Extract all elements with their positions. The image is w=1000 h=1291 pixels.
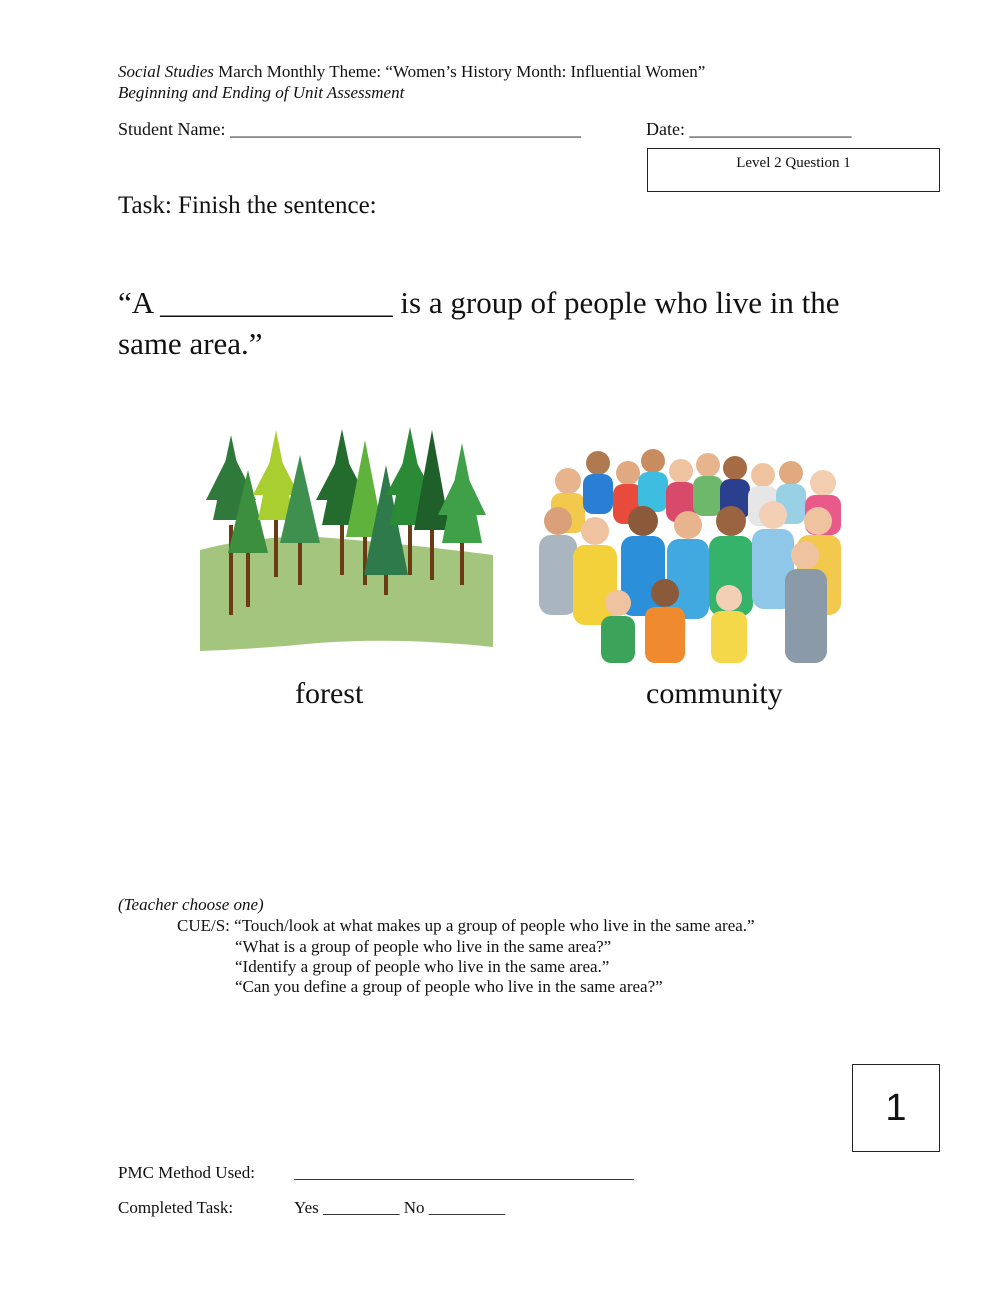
date-row xyxy=(646,119,851,140)
date-label: Date: xyxy=(646,119,690,139)
assessment-subtitle: Beginning and Ending of Unit Assessment xyxy=(118,83,405,102)
yes-no-field[interactable]: Yes _________ No _________ xyxy=(294,1198,506,1217)
task-heading: Task: Finish the sentence: xyxy=(118,192,377,219)
forest-image[interactable] xyxy=(198,425,498,655)
cue-line: CUE/S: “Touch/look at what makes up a group of people who live in the same area.” xyxy=(177,916,755,935)
crowd-image[interactable] xyxy=(533,443,863,663)
student-name-row xyxy=(118,119,581,140)
pmc-method-label: PMC Method Used: xyxy=(118,1163,255,1182)
teacher-note: (Teacher choose one) xyxy=(118,895,264,914)
subject-label: Social Studies xyxy=(118,62,214,81)
fill-in-sentence: “A _______________ is a group of people who live in the same area.” xyxy=(118,285,840,361)
header-line-1 xyxy=(118,61,705,82)
choice-label-community[interactable]: community xyxy=(646,677,783,710)
completed-task-label: Completed Task: xyxy=(118,1198,234,1217)
level-question-box: Level 2 Question 1 xyxy=(647,148,940,192)
cue-line: “Can you define a group of people who live in the same area?” xyxy=(235,977,663,996)
student-name-label: Student Name: xyxy=(118,119,230,139)
date-field[interactable]: __________________ xyxy=(689,119,852,139)
cue-line: “Identify a group of people who live in the same area.” xyxy=(235,957,610,976)
page-number-box: 1 xyxy=(852,1064,940,1152)
student-name-field[interactable]: _______________________________________ xyxy=(229,119,581,139)
choice-label-forest[interactable]: forest xyxy=(295,677,364,710)
pmc-method-field[interactable]: ________________________________________ xyxy=(294,1163,634,1182)
theme-text: March Monthly Theme: “Women’s History Month: Influential Women” xyxy=(213,62,706,81)
cue-line: “What is a group of people who live in the same area?” xyxy=(235,937,612,956)
